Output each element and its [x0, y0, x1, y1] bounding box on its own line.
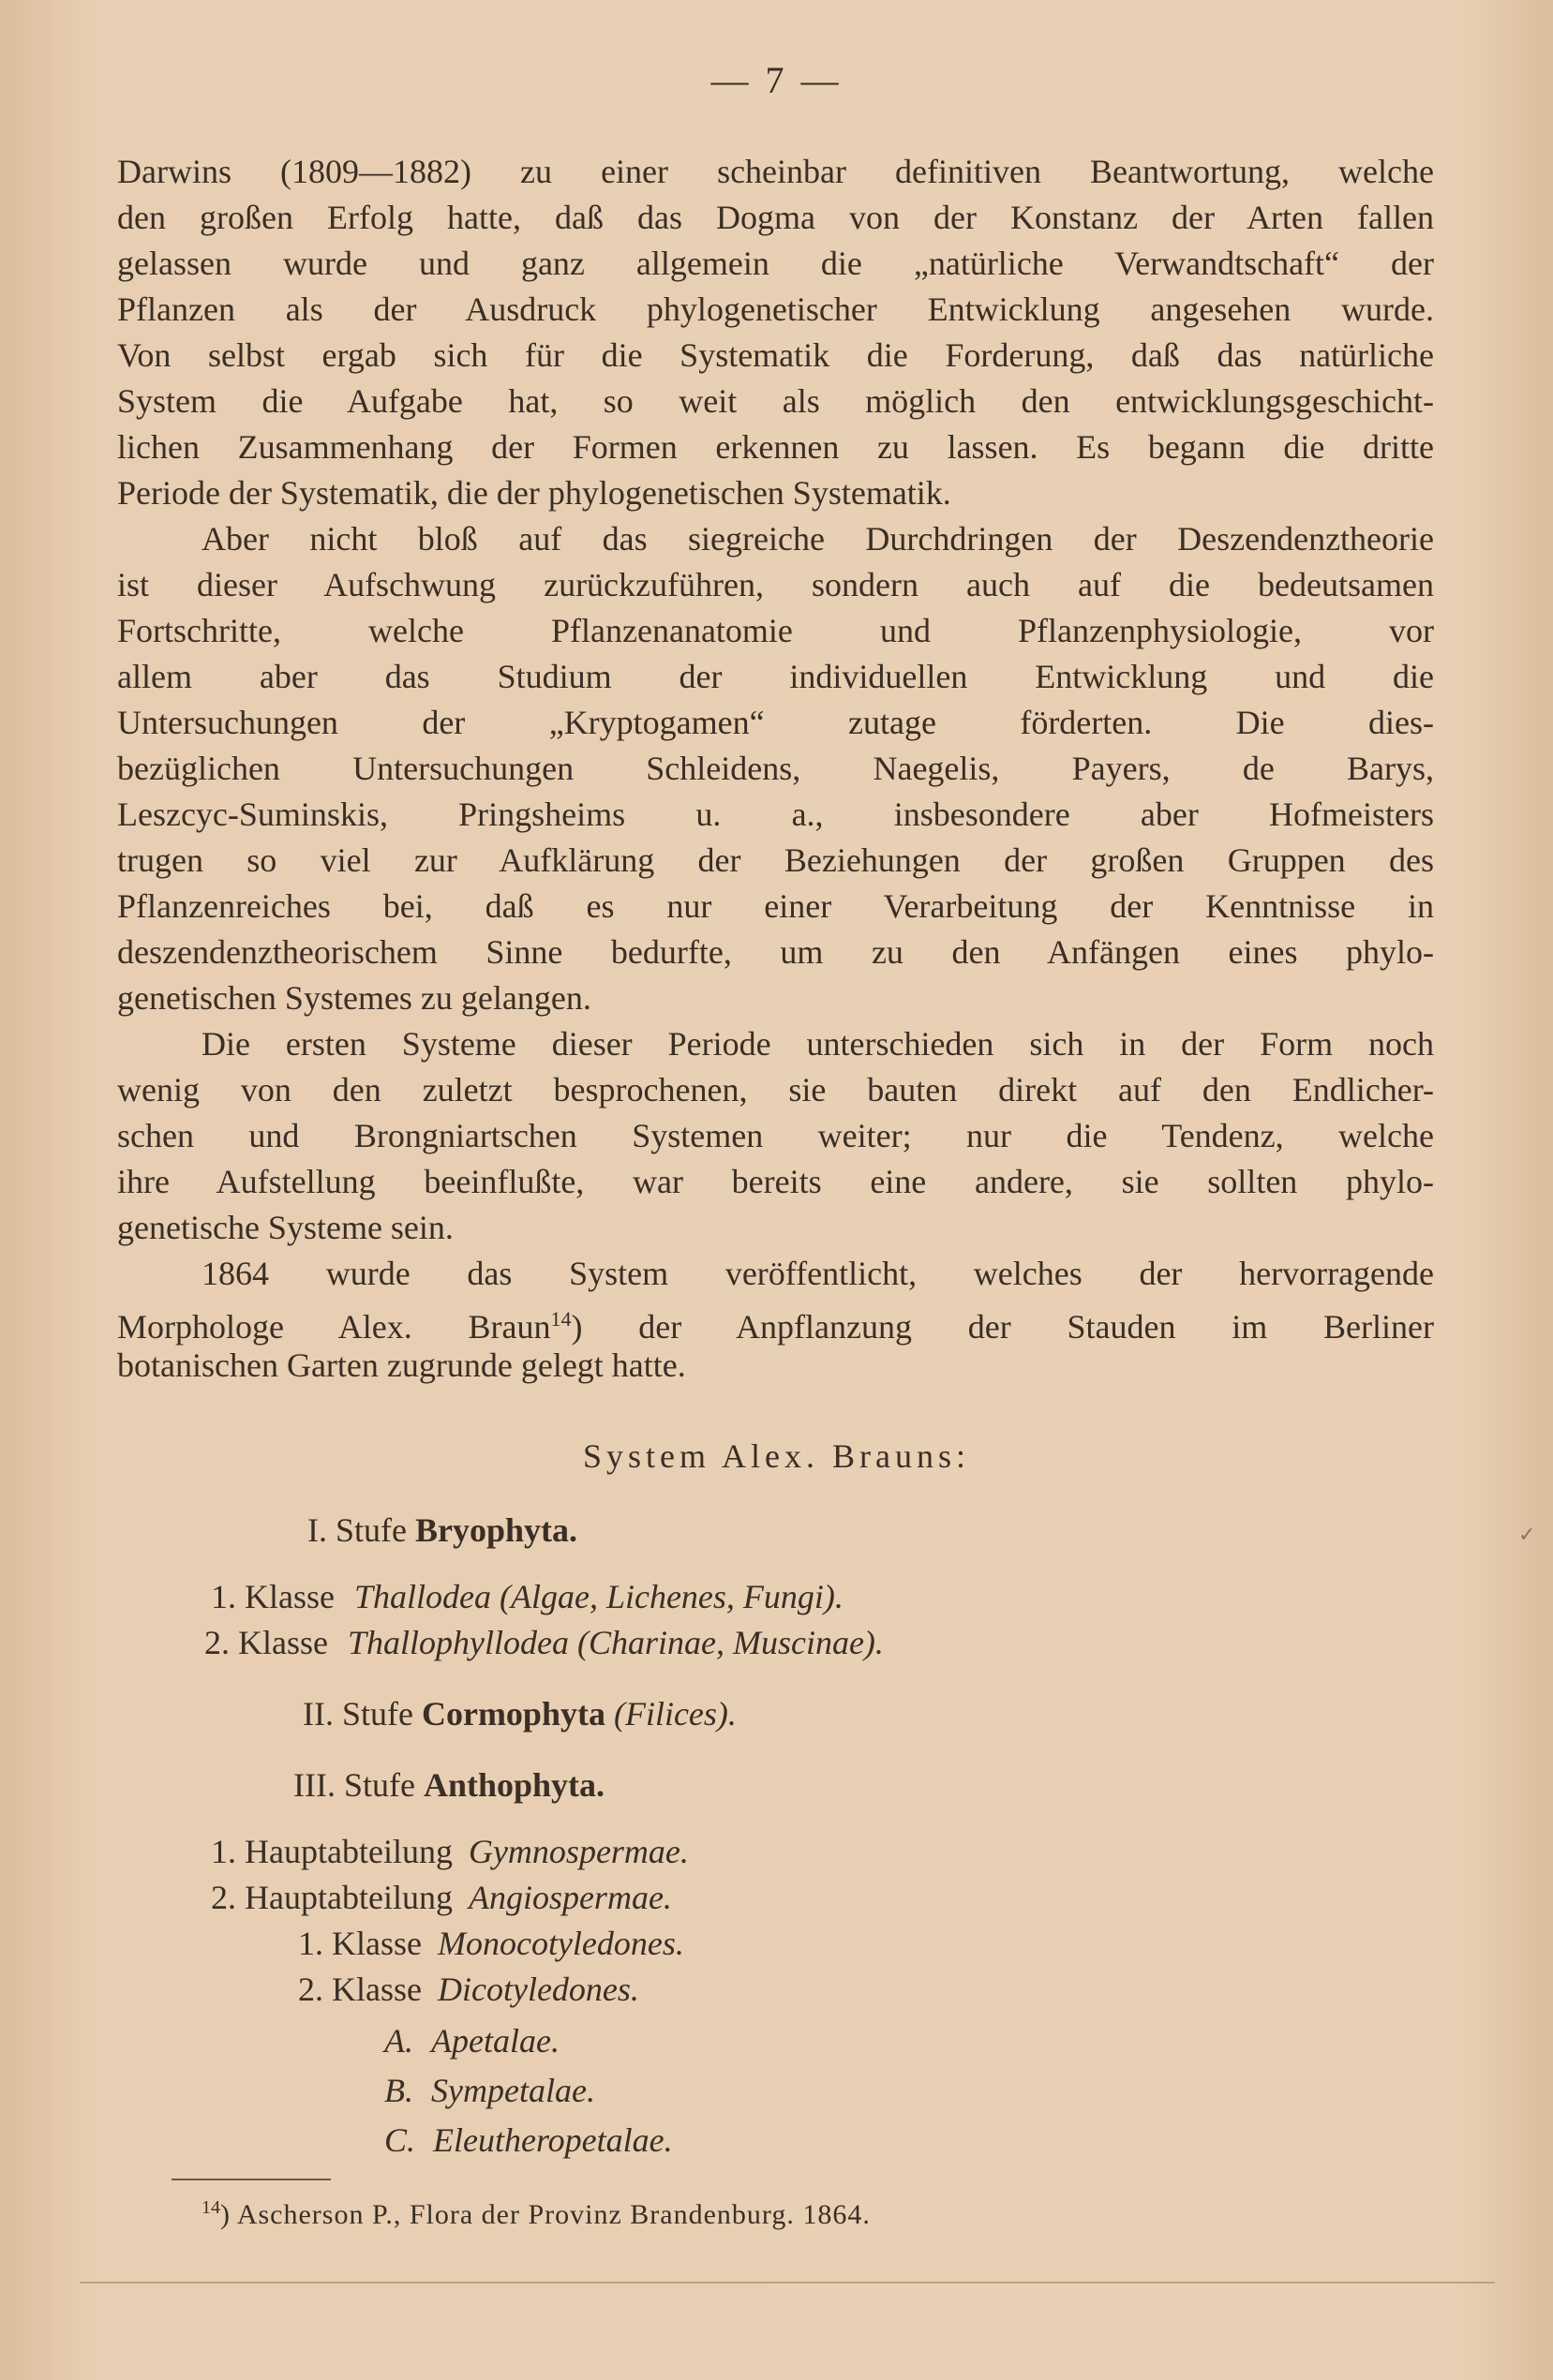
text-line: lichen Zusammenhang der Formen erkennen zu lassen. Es begann die dritte	[117, 428, 1434, 466]
gruppe-label: B.	[384, 2072, 413, 2109]
hauptabteilung-name: Angiospermae.	[468, 1879, 672, 1916]
system-heading: System Alex. Brauns:	[583, 1437, 970, 1475]
hauptabteilung-1	[211, 1832, 689, 1871]
stufe-name: Bryophyta.	[414, 1511, 578, 1549]
text-line: Darwins (1809—1882) zu einer scheinbar definitiven Beantwortung, welche	[117, 153, 1434, 190]
footnote-marker: 14	[202, 2197, 220, 2218]
gruppe-name: Apetalae.	[431, 2022, 560, 2060]
hauptabteilung-name: Gymnospermae.	[468, 1833, 689, 1870]
text-line: den großen Erfolg hatte, daß das Dogma von der Konstanz der Arten fallen	[117, 199, 1434, 236]
stufe-label: III. Stufe	[293, 1766, 415, 1804]
hauptabteilung-label: 2. Hauptabteilung	[211, 1879, 453, 1916]
stufe-3	[293, 1765, 605, 1805]
text-line: ihre Aufstellung beeinflußte, war bereits eine andere, sie sollten phylo-	[117, 1163, 1434, 1200]
text-line: Pflanzen als der Ausdruck phylogenetischer Entwicklung angesehen wurde.	[117, 290, 1434, 328]
stufe-name: Anthophyta.	[423, 1766, 605, 1804]
klasse-label: 1. Klasse	[211, 1578, 335, 1615]
footnote	[202, 2197, 871, 2231]
stufe-2	[303, 1694, 737, 1733]
text-line: trugen so viel zur Aufklärung der Beziehungen der großen Gruppen des	[117, 841, 1434, 879]
klasse-monocot	[298, 1924, 684, 1963]
text-line: genetischen Systemes zu gelangen.	[117, 979, 591, 1017]
klasse-dicot	[298, 1970, 639, 2009]
text-line: wenig von den zuletzt besprochenen, sie bauten direkt auf den Endlicher-	[117, 1071, 1434, 1108]
text-line: Untersuchungen der „Kryptogamen“ zutage förderten. Die dies-	[117, 704, 1434, 741]
text-line: ist dieser Aufschwung zurückzuführen, sondern auch auf die bedeutsamen	[117, 566, 1434, 603]
text-line: gelassen wurde und ganz allgemein die „natürliche Verwandtschaft“ der	[117, 245, 1434, 282]
gruppe-label: A.	[384, 2022, 413, 2060]
klasse-name: Monocotyledones.	[437, 1925, 684, 1962]
text-line: Die ersten Systeme dieser Periode unterschieden sich in der Form noch	[202, 1025, 1434, 1063]
gruppe-name: Sympetalae.	[431, 2072, 595, 2109]
text-line: 1864 wurde das System veröffentlicht, welches der hervorragende	[202, 1255, 1434, 1292]
text-line: allem aber das Studium der individuellen Entwicklung und die	[117, 658, 1434, 695]
page-number: — 7 —	[710, 59, 843, 101]
text-line: Periode der Systematik, die der phylogenetischen Systematik.	[117, 474, 951, 512]
stufe-label: I. Stufe	[307, 1511, 407, 1549]
gruppe-name: Eleutheropetalae.	[433, 2121, 673, 2159]
text-fragment: ) der Anpflanzung der Stauden im Berliner	[571, 1308, 1434, 1346]
klasse-2	[204, 1623, 884, 1662]
page-edge-line	[80, 2282, 1495, 2283]
gruppe-b	[384, 2071, 595, 2110]
gruppe-label: C.	[384, 2121, 416, 2159]
hauptabteilung-2	[211, 1878, 672, 1917]
footnote-text: ) Ascherson P., Flora der Provinz Brandenburg. 1864.	[220, 2199, 871, 2230]
klasse-name: Thallophyllodea (Charinae, Muscinae).	[347, 1624, 884, 1661]
hauptabteilung-label: 1. Hauptabteilung	[211, 1833, 453, 1870]
text-line: System die Aufgabe hat, so weit als möglich den entwicklungsgeschicht-	[117, 382, 1434, 420]
footnote-rule	[172, 2179, 331, 2180]
text-line: Fortschritte, welche Pflanzenanatomie und Pflanzenphysiologie, vor	[117, 612, 1434, 649]
text-line-with-footnote-ref	[117, 1300, 1434, 1346]
stufe-name: Cormophyta	[421, 1695, 605, 1733]
text-fragment: Morphologe Alex. Braun	[117, 1308, 551, 1346]
klasse-1	[211, 1577, 844, 1616]
gruppe-c	[384, 2120, 673, 2160]
stufe-label: II. Stufe	[303, 1695, 413, 1733]
text-line: Pflanzenreiches bei, daß es nur einer Verarbeitung der Kenntnisse in	[117, 887, 1434, 925]
klasse-label: 2. Klasse	[298, 1971, 422, 2008]
text-line: genetische Systeme sein.	[117, 1209, 454, 1246]
klasse-label: 1. Klasse	[298, 1925, 422, 1962]
text-line: Leszcyc-Suminskis, Pringsheims u. a., insbesondere aber Hofmeisters	[117, 796, 1434, 833]
text-line: bezüglichen Untersuchungen Schleidens, Naegelis, Payers, de Barys,	[117, 750, 1434, 787]
text-line: schen und Brongniartschen Systemen weiter; nur die Tendenz, welche	[117, 1117, 1434, 1154]
klasse-label: 2. Klasse	[204, 1624, 328, 1661]
text-line: deszendenztheorischem Sinne bedurfte, um zu den Anfängen eines phylo-	[117, 933, 1434, 971]
footnote-ref: 14	[550, 1307, 572, 1331]
klasse-name: Thallodea (Algae, Lichenes, Fungi).	[353, 1578, 844, 1615]
text-line: Aber nicht bloß auf das siegreiche Durchdringen der Deszendenztheorie	[202, 520, 1434, 558]
text-line: botanischen Garten zugrunde gelegt hatte.	[117, 1346, 686, 1384]
text-line: Von selbst ergab sich für die Systematik die Forderung, daß das natürliche	[117, 336, 1434, 374]
margin-mark: ✓	[1518, 1523, 1536, 1546]
gruppe-a	[384, 2021, 560, 2060]
klasse-name: Dicotyledones.	[437, 1971, 639, 2008]
stufe-1	[307, 1510, 577, 1550]
stufe-note: (Filices).	[613, 1695, 737, 1733]
